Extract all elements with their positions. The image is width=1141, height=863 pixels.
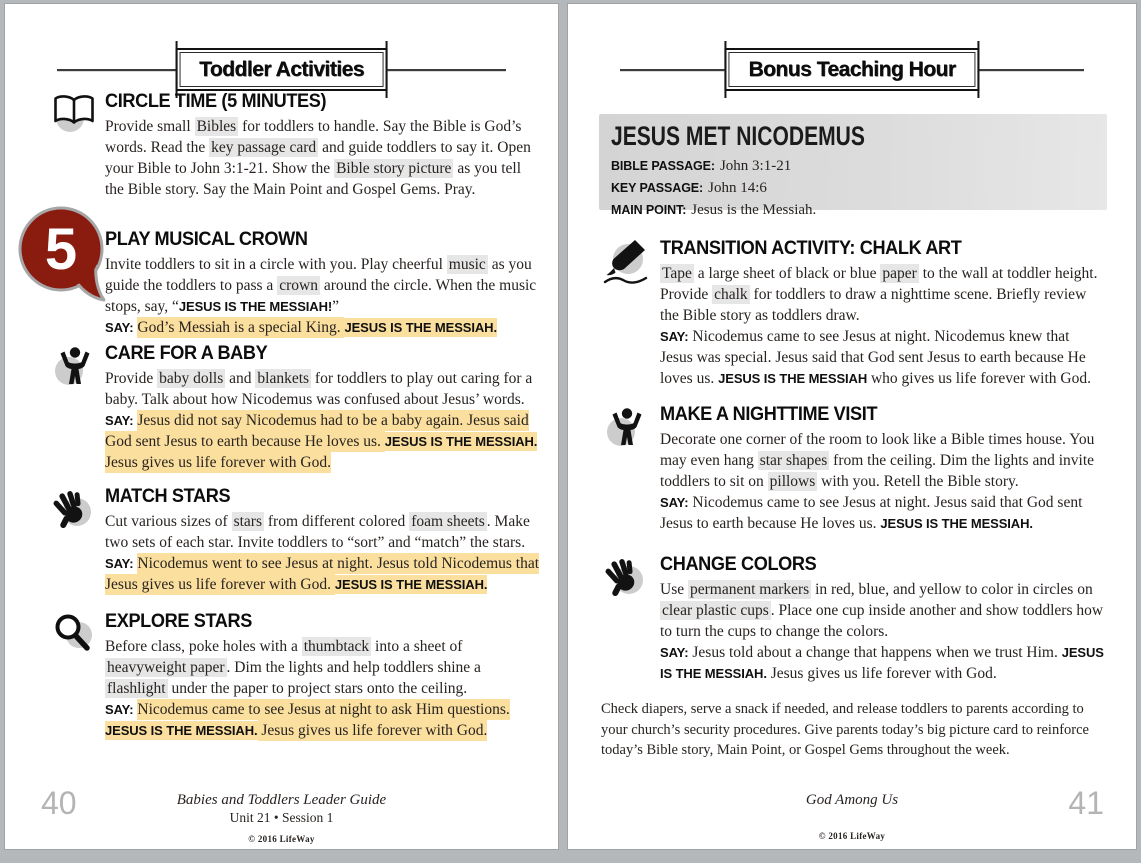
header-box-tick — [978, 41, 980, 98]
section-title: PLAY MUSICAL CROWN — [105, 228, 308, 250]
left-footer — [5, 792, 558, 844]
section-body: Invite toddlers to sit in a circle with you. Play cheerful music as you guide the toddlers to pass a crown around the circle. When the music stops, say, “JESUS IS THE MESSIAH!” — [105, 256, 537, 315]
section-title: EXPLORE STARS — [105, 610, 252, 632]
story-info-block — [599, 114, 1107, 218]
bible-passage-row — [611, 155, 1095, 177]
section-match-stars — [5, 485, 558, 595]
footer-copyright: © 2016 LifeWay — [248, 834, 315, 844]
section-body: Use permanent markers in red, blue, and yellow to color in circles on clear plastic cups . Place one cup inside another and show toddlers how to turn the cups to change the colors. — [660, 581, 1104, 640]
book-icon — [50, 90, 98, 139]
header-box — [724, 48, 979, 91]
main-point-label: MAIN POINT: — [611, 203, 687, 217]
section-say: SAY: Nicodemus came to see Jesus at night to ask Him questions. JESUS IS THE MESSIAH. Jesus gives us life forever with God. — [105, 701, 510, 739]
section-title: TRANSITION ACTIVITY: CHALK ART — [660, 237, 962, 259]
child-icon — [50, 342, 98, 395]
footer-guide-title: Babies and Toddlers Leader Guide — [176, 792, 387, 808]
section-title: MAKE A NIGHTTIME VISIT — [660, 403, 878, 425]
section-title: MATCH STARS — [105, 485, 231, 507]
section-body: Decorate one corner of the room to look like a Bible times house. You may even hang star shapes from the ceiling. Dim the lights and invite toddlers to sit on pillows with you. Retell the Bible story. — [660, 431, 1095, 490]
child-icon — [602, 403, 650, 456]
section-title: CHANGE COLORS — [660, 553, 817, 575]
section-body: Provide baby dolls and blankets for toddlers to play out caring for a baby. Talk about how Nicodemus was confused about Jesus’ words. — [105, 370, 533, 408]
section-title: CARE FOR A BABY — [105, 342, 268, 364]
section-change-colors — [568, 553, 1136, 684]
key-passage-row — [611, 177, 1095, 199]
closing-note: Check diapers, serve a snack if needed, and release toddlers to parents according to your church’s security procedures. Give parents today’s big picture card to reinforce today’s Bible story, Main Point, or Gospel Gems throughout the week. — [601, 701, 1089, 758]
section-play-musical-crown — [5, 228, 558, 338]
left-page — [4, 3, 559, 850]
footer-volume-title: God Among Us — [805, 792, 899, 808]
footer-copyright: © 2016 LifeWay — [818, 831, 886, 841]
main-point-value: Jesus is the Messiah. — [691, 202, 817, 218]
section-explore-stars — [5, 610, 558, 741]
page-title: Bonus Teaching Hour — [748, 58, 956, 81]
footer-unit-session: Unit 21 • Session 1 — [229, 810, 334, 825]
section-make-a-nighttime-visit — [568, 403, 1136, 534]
right-page — [567, 3, 1137, 850]
callout-number: 5 — [44, 217, 78, 282]
right-footer — [568, 792, 1136, 841]
section-care-for-a-baby — [5, 342, 558, 473]
marker-icon — [602, 237, 654, 292]
key-passage-label: KEY PASSAGE: — [611, 181, 704, 195]
section-body: Cut various sizes of stars from different colored foam sheets . Make two sets of each star. Invite toddlers to “sort” and “match” the stars. — [105, 513, 530, 551]
bible-passage-label: BIBLE PASSAGE: — [611, 159, 715, 173]
section-say: SAY: Nicodemus went to see Jesus at night. Jesus told Nicodemus that Jesus gives us life forever with God. JESUS IS THE MESSIAH. — [105, 555, 540, 593]
section-say: SAY: Jesus told about a change that happens when we trust Him. JESUS IS THE MESSIAH. Jesus gives us life forever with God. — [660, 644, 1104, 682]
left-page-header — [5, 48, 558, 96]
header-box — [175, 48, 388, 91]
right-page-header — [568, 48, 1136, 96]
page-number: 40 — [41, 785, 77, 821]
section-body: Tape a large sheet of black or blue paper to the wall at toddler height. Provide chalk for toddlers to draw a nighttime scene. Briefly review the Bible story as toddlers draw. — [660, 265, 1098, 324]
section-title: CIRCLE TIME (5 MINUTES) — [105, 90, 327, 112]
hand-icon — [50, 485, 98, 538]
section-say: SAY: Nicodemus came to see Jesus at night. Jesus said that God sent Jesus to earth because He loves us. JESUS IS THE MESSIAH. — [660, 494, 1083, 532]
section-transition-chalk-art — [568, 237, 1136, 389]
bible-passage-value: John 3:1-21 — [719, 158, 792, 174]
section-say: SAY: God’s Messiah is a special King. JESUS IS THE MESSIAH. — [105, 319, 497, 336]
section-body: Before class, poke holes with a thumbtack into a sheet of heavyweight paper . Dim the lights and help toddlers shine a flashlight under the paper to project stars onto the ceiling. — [105, 638, 481, 697]
hand-icon — [602, 553, 650, 606]
section-say: SAY: Jesus did not say Nicodemus had to be a baby again. Jesus said God sent Jesus to earth because He loves us. JESUS IS THE MESSIAH. Jesus gives us life forever with God. — [105, 412, 538, 471]
section-say: SAY: Nicodemus came to see Jesus at night. Nicodemus knew that Jesus was special. Jesus said that God sent Jesus to earth because He loves us. JESUS IS THE MESSIAH who gives us life forever with God. — [660, 328, 1091, 387]
main-point-row — [611, 199, 1095, 221]
page-number: 41 — [1068, 785, 1104, 821]
header-box-tick — [724, 41, 726, 98]
magnifier-icon — [50, 610, 98, 663]
key-passage-value: John 14:6 — [708, 180, 767, 196]
story-title: JESUS MET NICODEMUS — [611, 121, 865, 151]
section-circle-time — [5, 90, 558, 200]
page-title: Toddler Activities — [199, 58, 364, 81]
section-body: Provide small Bibles for toddlers to handle. Say the Bible is God’s words. Read the key passage card and guide toddlers to say it. Open your Bible to John 3:1-21. Show the Bible story picture as you tell the Bible story. Say the Main Point and Gospel Gems. Pray. — [105, 118, 531, 198]
